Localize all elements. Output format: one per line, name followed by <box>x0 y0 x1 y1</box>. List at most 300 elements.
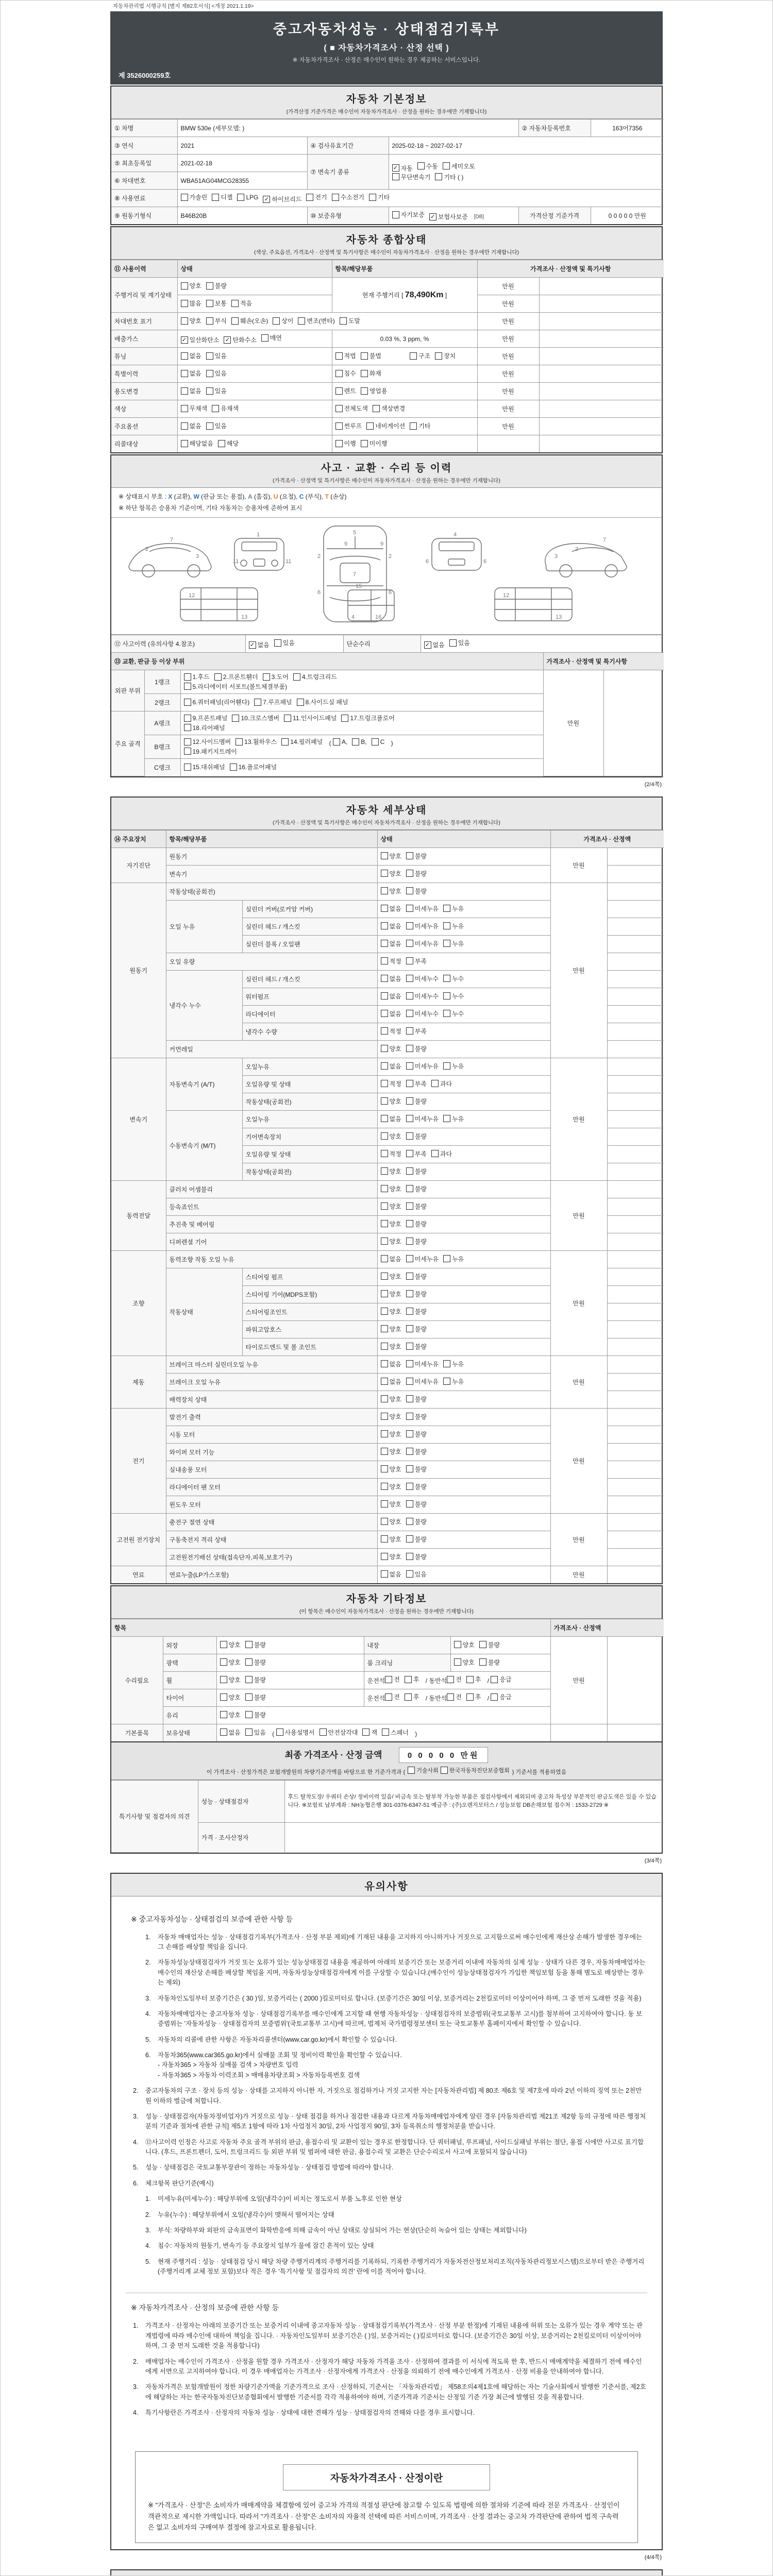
form-cell: 만원 <box>550 1058 607 1180</box>
checkbox-option[interactable] <box>381 1465 401 1473</box>
checkbox-option[interactable] <box>254 698 292 706</box>
checkbox-option[interactable] <box>443 922 464 930</box>
checkbox-option[interactable] <box>454 1658 475 1667</box>
checkbox-option[interactable] <box>405 1675 419 1684</box>
checkbox-option[interactable] <box>406 1482 427 1491</box>
checkbox-option[interactable] <box>381 1517 401 1526</box>
checkbox-option[interactable] <box>381 1027 401 1036</box>
checkbox-option[interactable] <box>184 723 225 732</box>
checkbox-option[interactable] <box>406 1360 439 1368</box>
checkbox-option[interactable] <box>431 1079 452 1088</box>
checkbox-option[interactable] <box>335 439 356 448</box>
checkbox-option[interactable] <box>352 738 366 745</box>
checkbox-option[interactable] <box>231 316 268 325</box>
checkbox-option[interactable] <box>406 904 439 913</box>
checkbox-option[interactable] <box>406 1132 427 1141</box>
checkbox-option[interactable] <box>385 1675 400 1684</box>
checkbox-option[interactable] <box>466 1675 481 1684</box>
damage-code: T <box>325 493 329 500</box>
checkbox-option[interactable] <box>335 404 368 413</box>
checkbox-option[interactable] <box>406 1290 427 1298</box>
checkbox-option[interactable] <box>406 1149 427 1158</box>
form-cell <box>607 1548 664 1566</box>
checkbox-option[interactable] <box>381 1307 401 1316</box>
checkbox-option[interactable] <box>381 992 401 1001</box>
checkbox-label: 불량 <box>414 870 427 877</box>
checkbox-option[interactable] <box>245 1640 266 1649</box>
checkbox-option[interactable] <box>381 1062 401 1071</box>
checkbox-box <box>245 1693 253 1701</box>
checkbox-option[interactable] <box>212 404 239 413</box>
checkbox-option[interactable] <box>381 1114 401 1123</box>
checkbox-box <box>443 1378 450 1385</box>
notice-item-number: 3. <box>133 2112 139 2120</box>
checkbox-option[interactable] <box>381 922 401 930</box>
checkbox-option[interactable] <box>381 1184 401 1193</box>
checkbox-option[interactable] <box>406 1465 427 1473</box>
checkbox-box <box>237 194 244 201</box>
checkbox-option[interactable] <box>381 1535 401 1544</box>
notice-item-text: 자동차 매매업자는 성능 · 상태점검기록부(가격조사 · 산정 부분 제외)에 기재된 내용을 고지하지 아니하거나 거짓으로 고지함으로써 매수인에게 재산상 손해가 발생한 경우에는 그 손해를 배상할 책임을 집니다. <box>158 1933 642 1951</box>
checkbox-label: 양호 <box>389 1132 401 1140</box>
checkbox-label: 불량 <box>414 1325 427 1333</box>
checkbox-option[interactable] <box>381 1290 401 1298</box>
form-cell <box>216 1706 550 1724</box>
checkbox-option[interactable] <box>406 1044 427 1053</box>
form-cell <box>216 1689 364 1706</box>
checkbox-label: 12.사이드멤버 <box>192 738 231 746</box>
checkbox-label: 양호 <box>389 1535 401 1543</box>
checkbox-option[interactable] <box>491 1675 511 1684</box>
row-label: ⑩ 보증유형 <box>307 207 389 225</box>
checkbox-option[interactable] <box>361 439 388 448</box>
checkbox-option[interactable] <box>443 974 464 983</box>
checkbox-option[interactable] <box>443 1062 464 1071</box>
row-label: 동력전달 <box>111 1180 166 1250</box>
checkbox-option[interactable] <box>184 762 225 771</box>
checkbox-option[interactable] <box>406 1272 427 1281</box>
checkbox-label: 하이브리드 <box>272 196 302 203</box>
checkbox-option[interactable] <box>454 1640 475 1649</box>
checkbox-option[interactable] <box>406 1079 427 1088</box>
checkbox-option[interactable] <box>381 1272 401 1281</box>
checkbox-option[interactable] <box>392 164 413 173</box>
checkbox-option[interactable] <box>206 299 227 308</box>
checkbox-option[interactable] <box>284 714 337 722</box>
form-cell <box>377 1478 550 1496</box>
checkbox-option[interactable] <box>366 421 405 430</box>
checkbox-option[interactable] <box>443 1377 464 1386</box>
checkbox-option[interactable] <box>406 1325 427 1333</box>
checkbox-option[interactable] <box>381 1219 401 1228</box>
checkbox-label: 있음 <box>282 639 295 647</box>
row-label: 윈도우 모터 <box>166 1496 377 1513</box>
form-cell <box>539 278 664 295</box>
checkbox-box <box>441 1767 448 1774</box>
checkbox-option[interactable] <box>406 1202 427 1211</box>
notice-item <box>133 2138 647 2158</box>
checkbox-option[interactable] <box>381 1325 401 1333</box>
form-cell: 만원 <box>477 383 539 400</box>
checkbox-option[interactable] <box>212 193 232 201</box>
section-header <box>111 2570 662 2576</box>
checkbox-label: 불량 <box>414 1238 427 1245</box>
checkbox-label: LPG <box>246 193 259 201</box>
form-cell <box>377 1005 550 1023</box>
checkbox-option[interactable] <box>181 316 201 325</box>
table-row <box>111 1780 664 1822</box>
row-label: 가격 · 조사산정자 <box>198 1822 284 1852</box>
checkbox-option[interactable] <box>406 1009 439 1018</box>
checkbox-option[interactable] <box>479 1658 500 1667</box>
checkbox-option[interactable] <box>406 1219 427 1228</box>
checkbox-option[interactable] <box>406 1552 427 1561</box>
checkbox-option[interactable] <box>443 1360 464 1368</box>
checkbox-option[interactable] <box>443 1114 464 1123</box>
checkbox-option[interactable] <box>236 737 277 746</box>
checkbox-option[interactable] <box>381 887 401 895</box>
checkbox-option[interactable] <box>406 1395 427 1403</box>
checkbox-option[interactable] <box>181 369 201 378</box>
checkbox-option[interactable] <box>406 1114 439 1123</box>
checkbox-option[interactable] <box>408 1766 439 1774</box>
checkbox-label: 누유 <box>452 1062 464 1070</box>
notice-item-text: 자동차의 리콜에 관한 사항은 자동차리콜센터(www.car.go.kr)에서 확인할 수 있습니다. <box>158 2036 397 2043</box>
checkbox-label: 9.프론트패널 <box>192 715 228 722</box>
checkbox-label: 양호 <box>228 1676 241 1684</box>
notice-item-number: 4. <box>133 2138 139 2146</box>
checkbox-label: 후 <box>413 1693 419 1701</box>
form-cell <box>216 1671 364 1689</box>
checkbox-option[interactable] <box>361 386 388 395</box>
checkbox-option[interactable] <box>406 1377 439 1386</box>
checkbox-option[interactable] <box>381 1044 401 1053</box>
checkbox-option[interactable] <box>435 351 456 360</box>
checkbox-option[interactable] <box>274 638 295 647</box>
checkbox-option[interactable] <box>281 737 323 746</box>
checkbox-option[interactable] <box>181 421 201 430</box>
checkbox-option[interactable] <box>206 369 227 378</box>
checkbox-label: 있음 <box>214 370 227 378</box>
checkbox-option[interactable] <box>429 212 468 221</box>
checkbox-option[interactable] <box>332 193 364 201</box>
checkbox-option[interactable] <box>410 421 430 430</box>
form-cell <box>607 1163 664 1180</box>
checkbox-option[interactable] <box>263 195 301 204</box>
checkbox-option[interactable] <box>276 1728 315 1737</box>
checkbox-option[interactable] <box>220 1693 241 1702</box>
checkbox-option[interactable] <box>237 194 258 201</box>
form-cell <box>607 883 664 900</box>
checkbox-option[interactable] <box>435 173 463 181</box>
section-notice <box>110 1873 663 2550</box>
checkbox-box <box>230 764 237 771</box>
notice-item-text: 성능 · 상태점검자(자동차정비업자)가 거짓으로 성능 · 상태 점검을 하거나 점검한 내용과 다르게 자동차매매업자에게 알린 경우 [자동차관리법 제21조 제2항 등의 규정에 따른 행정처분의 기준과 절차에 관한 규칙] 제5조 1항에 따라 1차 사업정지 30일, 2차 사업정지 90일, 3차 등록취소의 행정처분을 받습니다. <box>145 2112 646 2130</box>
checkbox-option[interactable] <box>417 162 438 171</box>
checkbox-option[interactable] <box>206 316 227 325</box>
checkbox-box <box>408 1767 415 1774</box>
table-row <box>111 1355 664 1373</box>
checkbox-option[interactable] <box>373 404 405 413</box>
checkbox-option[interactable] <box>443 1255 464 1263</box>
checkbox-option[interactable] <box>218 439 239 448</box>
table-row <box>111 278 664 295</box>
form-cell <box>550 1724 607 1741</box>
notice-item-number: 1. <box>133 2322 139 2330</box>
checkbox-option[interactable] <box>181 281 201 290</box>
checkbox-option[interactable] <box>406 1535 427 1544</box>
checkbox-option[interactable] <box>181 335 220 344</box>
checkbox-option[interactable] <box>335 421 362 430</box>
checkbox-option[interactable] <box>385 1692 400 1701</box>
checkbox-option[interactable] <box>441 1766 510 1774</box>
checkbox-option[interactable] <box>381 957 401 965</box>
checkbox-label: 미세누유 <box>414 905 439 912</box>
checkbox-option[interactable] <box>220 1710 241 1719</box>
checkbox-option[interactable] <box>406 887 427 895</box>
checkbox-option[interactable] <box>381 1009 401 1018</box>
checkbox-option[interactable] <box>372 738 385 745</box>
checkbox-option[interactable] <box>381 852 401 860</box>
checkbox-option[interactable] <box>184 698 250 706</box>
checkbox-option[interactable] <box>298 316 334 325</box>
checkbox-box <box>406 1273 413 1280</box>
checkbox-label: 미세누유 <box>414 1115 439 1123</box>
checkbox-option[interactable] <box>447 1692 462 1701</box>
checkbox-option[interactable] <box>220 1640 241 1649</box>
checkbox-option[interactable] <box>224 335 256 344</box>
checkbox-option[interactable] <box>369 193 390 201</box>
column-header: 상태 <box>377 830 550 848</box>
checkbox-option[interactable] <box>443 939 464 948</box>
checkbox-option[interactable] <box>249 640 270 649</box>
checkbox-option[interactable] <box>231 299 252 308</box>
row-label: 스티어링 펌프 <box>242 1268 377 1285</box>
checkbox-option[interactable] <box>406 1500 427 1509</box>
checkbox-option[interactable] <box>406 1430 427 1438</box>
checkbox-option[interactable] <box>443 162 475 171</box>
checkbox-option[interactable] <box>479 1640 500 1649</box>
checkbox-option[interactable] <box>245 1675 266 1684</box>
damage-code: X <box>168 493 173 500</box>
checkbox-option[interactable] <box>406 852 427 860</box>
row-label: 스티어링조인트 <box>242 1303 377 1320</box>
checkbox-option[interactable] <box>335 351 356 360</box>
checkbox-option[interactable] <box>381 904 401 913</box>
checkbox-option[interactable] <box>382 1728 409 1737</box>
checkbox-option[interactable] <box>406 974 439 983</box>
checkbox-option[interactable] <box>381 1377 401 1386</box>
checkbox-option[interactable] <box>245 1658 266 1667</box>
checkbox-option[interactable] <box>381 1097 401 1106</box>
checkbox-option[interactable] <box>443 1009 464 1018</box>
checkbox-option[interactable] <box>381 1237 401 1246</box>
checkbox-option[interactable] <box>181 404 208 413</box>
checkbox-option[interactable] <box>406 1412 427 1421</box>
checkbox-label: 양호 <box>462 1658 475 1666</box>
checkbox-box <box>381 1167 388 1175</box>
checkbox-option[interactable] <box>184 714 228 722</box>
checkbox-option[interactable] <box>381 939 401 948</box>
checkbox-option[interactable] <box>406 1167 427 1176</box>
checkbox-option[interactable] <box>220 1728 241 1737</box>
checkbox-option[interactable] <box>381 1132 401 1141</box>
checkbox-option[interactable] <box>361 369 381 378</box>
checkbox-option[interactable] <box>206 386 227 395</box>
checkbox-option[interactable] <box>181 193 208 201</box>
checkbox-box <box>361 352 368 360</box>
checkbox-option[interactable] <box>466 1692 481 1701</box>
checkbox-option[interactable] <box>381 1079 401 1088</box>
checkbox-option[interactable] <box>184 747 237 756</box>
form-cell <box>607 1303 664 1320</box>
checkbox-option[interactable] <box>406 1062 439 1071</box>
checkbox-option[interactable] <box>230 762 277 771</box>
checkbox-option[interactable] <box>406 1570 427 1579</box>
checkbox-option[interactable] <box>406 869 427 878</box>
checkbox-option[interactable] <box>381 1500 401 1509</box>
row-label: 브레이크 마스터 실린더오일 누유 <box>166 1355 377 1373</box>
checkbox-option[interactable] <box>406 1307 427 1316</box>
form-cell: 만원 <box>550 1250 607 1355</box>
checkbox-option[interactable] <box>245 1693 266 1702</box>
checkbox-box <box>362 1728 369 1736</box>
checkbox-option[interactable] <box>245 1710 266 1719</box>
checkbox-option[interactable] <box>405 1692 419 1701</box>
checkbox-option[interactable] <box>381 1412 401 1421</box>
checkbox-option[interactable] <box>443 904 464 913</box>
checkbox-label: 변조(변타) <box>307 317 335 325</box>
checkbox-option[interactable] <box>406 992 439 1001</box>
row-label: 변속기 <box>166 865 377 883</box>
checkbox-option[interactable] <box>181 386 201 395</box>
checkbox-option[interactable] <box>362 1728 377 1737</box>
checkbox-label: 불량 <box>254 1658 266 1666</box>
checkbox-label: 누유 <box>452 940 464 947</box>
checkbox-option[interactable] <box>263 672 289 681</box>
checkbox-option[interactable] <box>406 1237 427 1246</box>
checkbox-option[interactable] <box>206 421 227 430</box>
checkbox-option[interactable] <box>214 672 258 681</box>
checkbox-option[interactable] <box>443 992 464 1001</box>
checkbox-option[interactable] <box>447 1675 462 1684</box>
checkbox-option[interactable] <box>381 1167 401 1176</box>
checkbox-option[interactable] <box>381 1149 401 1158</box>
checkbox-option[interactable] <box>381 1255 401 1263</box>
checkbox-box <box>405 1693 412 1701</box>
form-cell: 163어7356 <box>591 120 664 137</box>
checkbox-option[interactable] <box>220 1658 241 1667</box>
checkbox-option[interactable] <box>181 351 201 360</box>
form-cell <box>607 1408 664 1426</box>
checkbox-option[interactable] <box>261 333 282 342</box>
checkbox-option[interactable] <box>406 1342 427 1351</box>
checkbox-option[interactable] <box>340 316 360 325</box>
checkbox-label: 없음 <box>189 370 201 378</box>
row-label: 구동축전지 격리 상태 <box>166 1531 377 1548</box>
checkbox-option[interactable] <box>184 672 210 681</box>
checkbox-option[interactable] <box>381 1202 401 1211</box>
checkbox-option[interactable] <box>206 351 227 360</box>
checkbox-option[interactable] <box>273 316 293 325</box>
checkbox-option[interactable] <box>406 957 427 965</box>
checkbox-option[interactable] <box>361 351 381 360</box>
checkbox-option[interactable] <box>406 939 439 948</box>
checkbox-box <box>406 1395 413 1402</box>
row-label: 휠 <box>163 1671 216 1689</box>
checkbox-option[interactable] <box>381 1482 401 1491</box>
checkbox-box <box>406 870 413 877</box>
checkbox-option[interactable] <box>406 1447 427 1456</box>
checkbox-option[interactable] <box>381 869 401 878</box>
checkbox-option[interactable] <box>406 1255 439 1263</box>
checkbox-option[interactable] <box>381 1552 401 1561</box>
checkbox-option[interactable] <box>381 1430 401 1438</box>
checkbox-label: 없음 <box>432 641 445 649</box>
svg-text:7: 7 <box>170 537 174 544</box>
checkbox-option[interactable] <box>293 672 337 681</box>
checkbox-option[interactable] <box>306 193 327 201</box>
form-cell <box>177 313 477 330</box>
checkbox-option[interactable] <box>406 1184 427 1193</box>
checkbox-option[interactable] <box>184 737 231 746</box>
checkbox-option[interactable] <box>381 974 401 983</box>
checkbox-option[interactable] <box>406 922 439 930</box>
checkbox-option[interactable] <box>491 1692 511 1701</box>
checkbox-option[interactable] <box>206 281 227 290</box>
checkbox-option[interactable] <box>335 369 356 378</box>
checkbox-option[interactable] <box>392 173 431 181</box>
checkbox-option[interactable] <box>381 1447 401 1456</box>
checkbox-option[interactable] <box>333 738 347 745</box>
checkbox-option[interactable] <box>181 439 213 448</box>
notice-item <box>145 2194 647 2204</box>
checkbox-option[interactable] <box>406 1097 427 1106</box>
row-label: 작동상태(공회전) <box>166 883 377 900</box>
row-label: 스티어링 기어(MDPS포함) <box>242 1285 377 1303</box>
checkbox-option[interactable] <box>335 386 356 395</box>
row-label: 오일 유량 <box>166 953 377 970</box>
checkbox-option[interactable] <box>245 1728 266 1737</box>
checkbox-option[interactable] <box>406 1027 427 1036</box>
row-label: 기본품목 <box>111 1724 163 1741</box>
checkbox-option[interactable] <box>181 299 201 308</box>
checkbox-option[interactable] <box>381 1360 401 1368</box>
checkbox-option[interactable] <box>431 1149 452 1158</box>
checkbox-option[interactable] <box>424 640 445 649</box>
checkbox-option[interactable] <box>220 1675 241 1684</box>
small-note: [DB] <box>472 214 484 220</box>
table-row <box>111 1724 664 1741</box>
checkbox-option[interactable] <box>449 638 470 647</box>
checkbox-option[interactable] <box>184 682 288 691</box>
detail-condition-table <box>111 830 664 1583</box>
row-label: ⑤ 최초등록일 <box>111 155 177 172</box>
checkbox-box <box>406 1062 413 1070</box>
checkbox-option[interactable] <box>381 1570 401 1579</box>
form-cell <box>607 1180 664 1198</box>
checkbox-option[interactable] <box>410 351 430 360</box>
checkbox-option[interactable] <box>341 714 394 722</box>
checkbox-option[interactable] <box>406 1517 427 1526</box>
form-cell <box>377 883 550 900</box>
checkbox-option[interactable] <box>381 1395 401 1403</box>
checkbox-option[interactable] <box>381 1342 401 1351</box>
checkbox-option[interactable] <box>320 1728 358 1737</box>
checkbox-option[interactable] <box>392 210 425 219</box>
checkbox-option[interactable] <box>232 714 279 722</box>
checkbox-option[interactable] <box>297 698 348 706</box>
